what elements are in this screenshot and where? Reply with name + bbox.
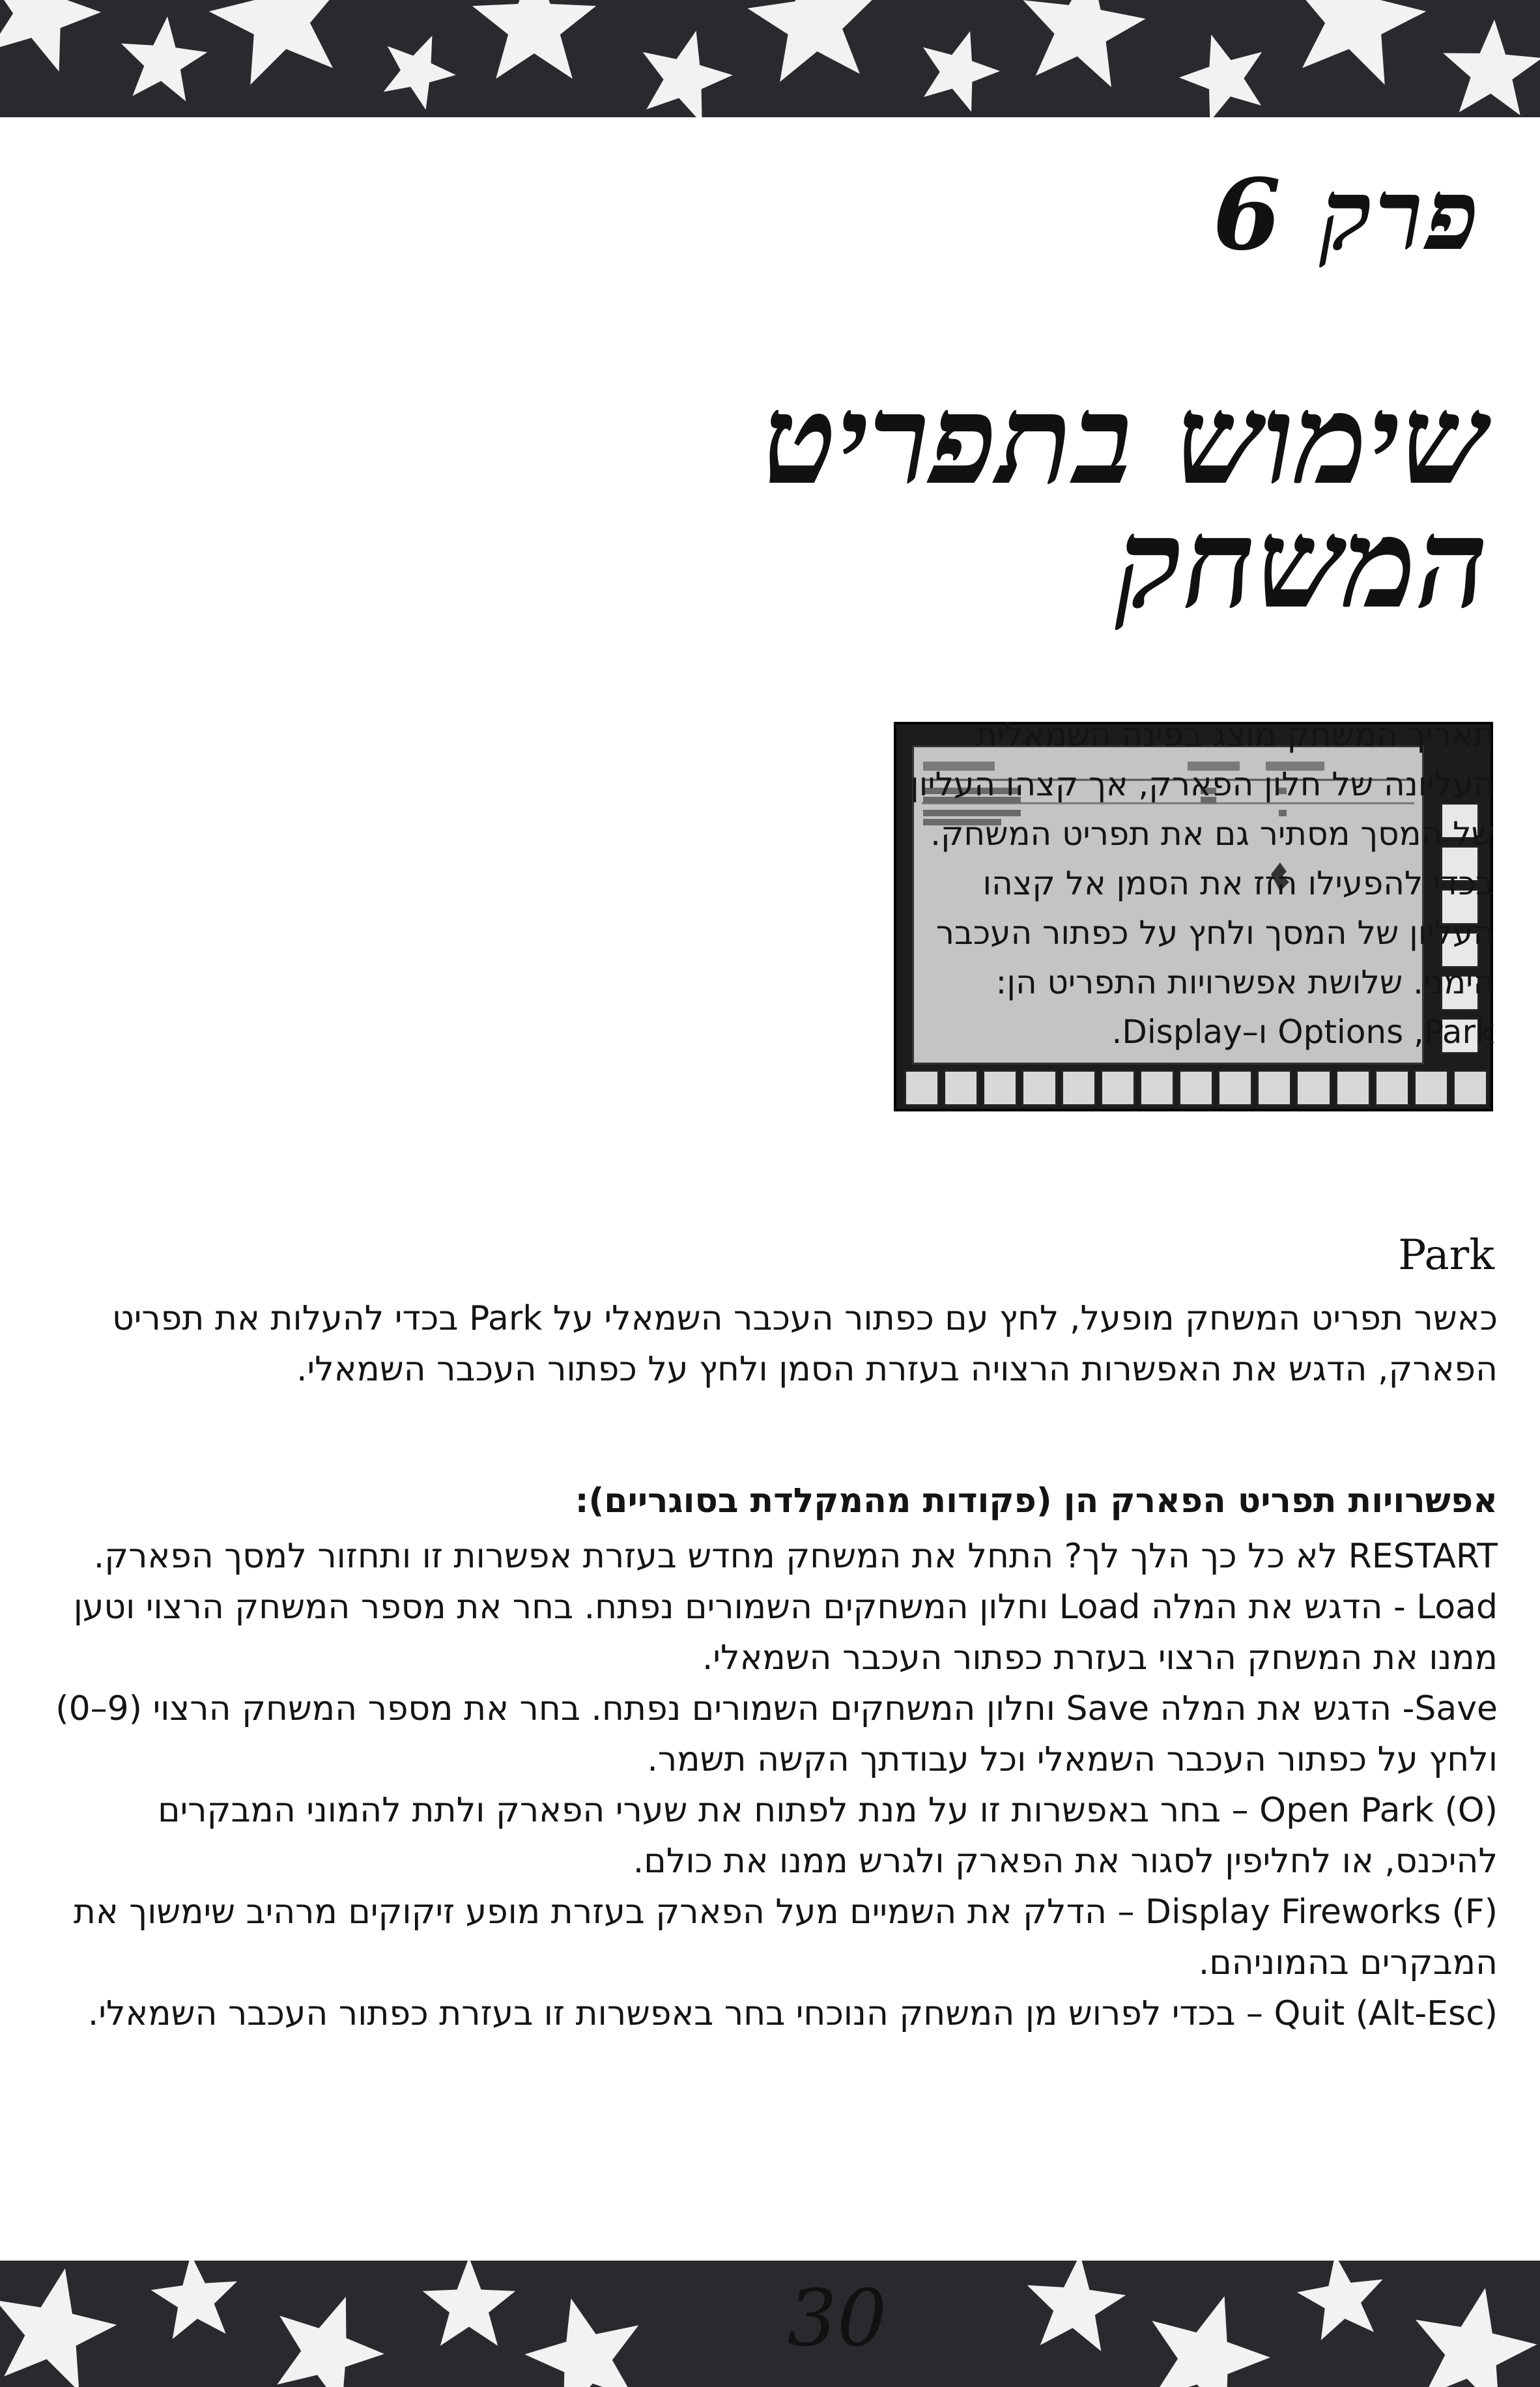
top-star-border [0, 0, 1540, 117]
park-paragraph: כאשר תפריט המשחק מופעל, לחץ עם כפתור העכבר השמאלי על Park בכדי להעלות את תפריט הפארק, הדגש את האפשרות הרצויה בעזרת הסמן ולחץ על כפתור העכבר השמאלי. [112, 1299, 1498, 1389]
options-heading: אפשרויות תפריט הפארק הן (פקודות מהמקלדת בסוגריים): [575, 1481, 1498, 1521]
option-restart: RESTART לא כל כך הלך לך? התחל את המשחק מחדש בעזרת אפשרות זו ותחזור למסך הפארק. [93, 1537, 1498, 1576]
chapter-number-heading: פרק 6 [1212, 158, 1481, 272]
option-open-park: Open Park (O) – בחר באפשרות זו על מנת לפתוח את שערי הפארק ולתת להמוני המבקרים להיכנס, או לחליפין לסגור את הפארק ולגרש ממנו את כולם. [158, 1791, 1498, 1881]
intro-paragraph: תאריך המשחק מוצג בפינה השמאלית העליונה של חלון הפארק, אך קצהו העליון של המסך מסתיר גם את תפריט המשחק. בכדי להפעילו הזז את הסמן אל קצהו העליון של המסך ולחץ על כפתור העכבר הימני. שלושת אפשרויות התפריט הן: Options ,Park ו–Display. [910, 716, 1494, 1051]
option-display-fireworks: Display Fireworks (F) – הדלק את השמיים מעל הפארק בעזרת מופע זיקוקים מרהיב שימשוך את המבקרים בהמוניהם. [73, 1893, 1498, 1982]
page-number: 30 [787, 2274, 887, 2364]
top-star-pattern [0, 0, 1540, 117]
chapter-title: שימוש בתפריט המשחק [762, 367, 1488, 636]
bottom-star-pattern [0, 2261, 1540, 2387]
options-list [45, 1531, 1498, 2039]
option-load: Load - הדגש את המלה Load וחלון המשחקים השמורים נפתח. בחר את מספר המשחק הרצוי וטען ממנו את המשחק הרצוי בעזרת כפתור העכבר השמאלי. [73, 1588, 1498, 1678]
option-save: Save- הדגש את המלה Save וחלון המשחקים השמורים נפתח. בחר את מספר המשחק הרצוי (9–0) ולחץ על כפתור העכבר השמאלי וכל עבודתך הקשה תשמר. [55, 1689, 1498, 1779]
screenshot-bottom-toolbar [904, 1070, 1488, 1106]
option-quit: Quit (Alt-Esc) – בכדי לפרוש מן המשחק הנוכחי בחר באפשרות זו בעזרת כפתור העכבר השמאלי. [87, 1994, 1498, 2033]
park-section-heading: Park [1398, 1231, 1494, 1279]
bottom-star-border [0, 2261, 1540, 2387]
